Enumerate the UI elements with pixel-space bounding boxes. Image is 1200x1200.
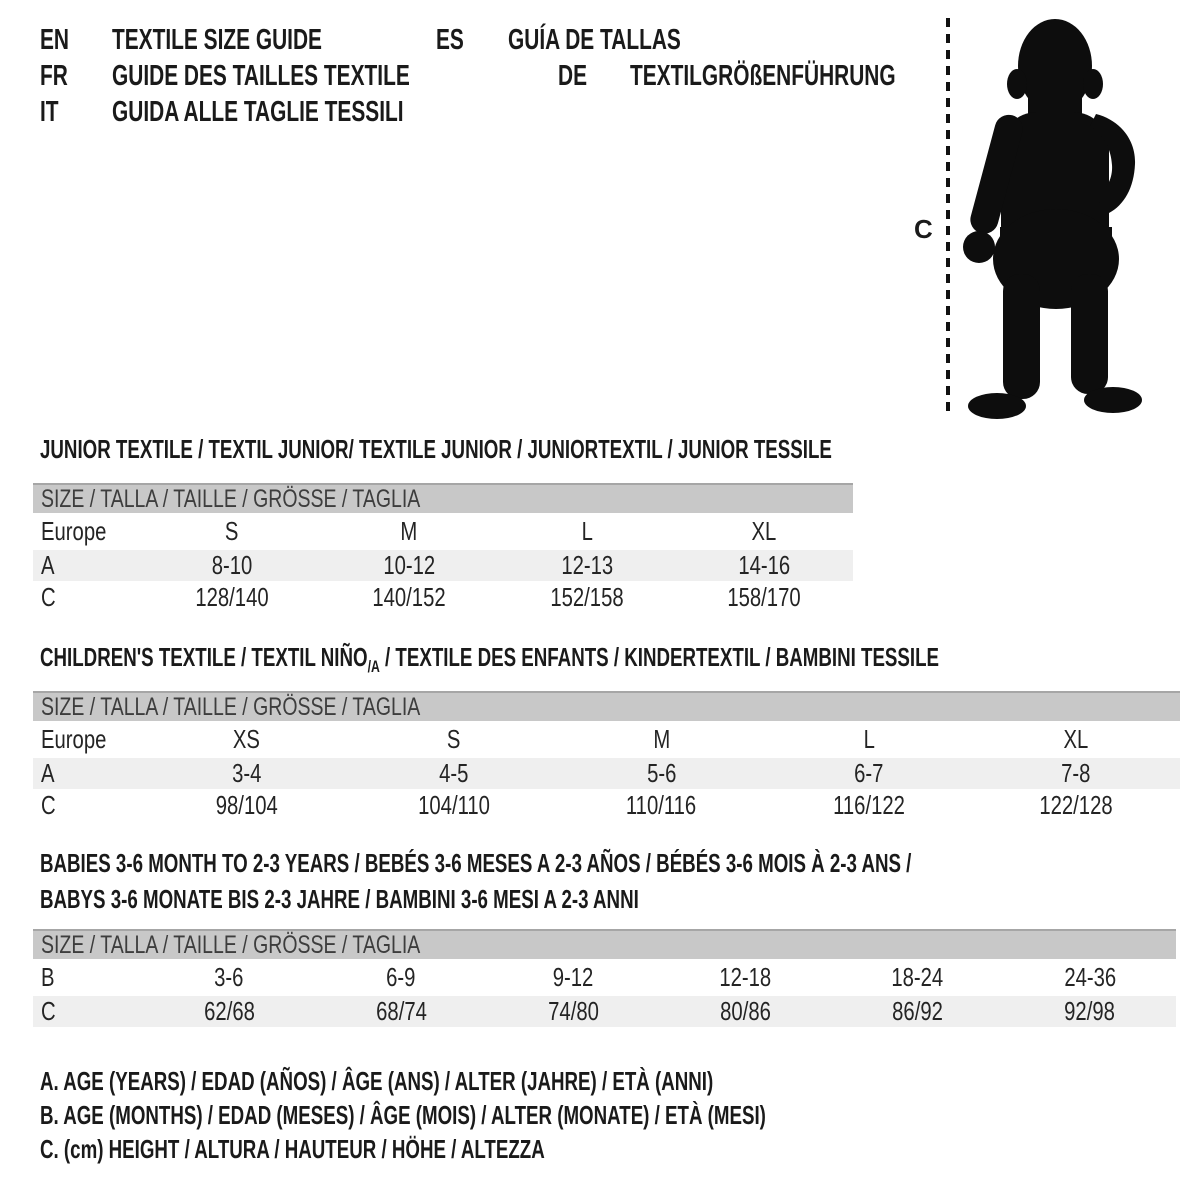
table-cell: XL [751,516,777,546]
language-code: ES [436,24,464,56]
language-row-en [40,24,322,60]
table-cell: 6-9 [386,962,416,992]
guide-title-de: TEXTILGRÖßENFÜHRUNG [630,60,896,92]
language-code: IT [40,96,59,128]
table-cell: S [224,516,239,546]
table-cell: 86/92 [892,996,944,1026]
row-label: B [41,962,55,992]
table-cell: 12-13 [560,550,613,580]
table-cell: 122/128 [1039,790,1113,820]
table-cell: 116/122 [832,790,905,820]
table-cell: S [447,724,461,754]
guide-title-it: GUIDA ALLE TAGLIE TESSILI [112,96,404,128]
height-measure-figure [900,12,1180,424]
babies-section-title: BABIES 3-6 MONTH TO 2-3 YEARS / BEBÉS 3-6 MESES A 2-3 AÑOS / BÉBÉS 3-6 MOIS À 2-3 ANS / BABYS 3-6 MONATE BIS 2-3 JAHRE / BAMBINI 3-6 MESI A 2-3 ANNI [40,848,912,914]
size-header-bar: SIZE / TALLA / TAILLE / GRÖSSE / TAGLIA [33,691,1180,721]
table-cell: XL [1063,724,1089,754]
junior-size-table [33,483,853,614]
measure-label-c: C [914,214,933,244]
table-cell: 92/98 [1064,996,1116,1026]
baby-silhouette-icon [900,12,1180,424]
table-cell: L [863,724,875,754]
table-cell: 6-7 [854,758,884,788]
table-cell: M [653,724,670,754]
guide-title-fr: GUIDE DES TAILLES TEXTILE [112,60,410,92]
table-cell: 5-6 [646,758,677,788]
footnote-c: C. (cm) HEIGHT / ALTURA / HAUTEUR / HÖHE / ALTEZZA [40,1134,545,1164]
row-label: C [41,582,56,612]
table-cell: 3-4 [232,758,262,788]
footnote-a: A. AGE (YEARS) / EDAD (AÑOS) / ÂGE (ANS) / ALTER (JAHRE) / ETÀ (ANNI) [40,1066,714,1096]
children-section-title: CHILDREN'S TEXTILE / TEXTIL $NIÑO_{/A}$ / TEXTILE DES ENFANTS / KINDERTEXTIL / BAMBINI TESSILE [40,642,940,676]
table-cell: 3-6 [214,962,244,992]
table-cell: 110/116 [626,790,697,820]
size-header-bar: SIZE / TALLA / TAILLE / GRÖSSE / TAGLIA [33,483,853,513]
table-cell: 128/140 [195,582,269,612]
language-code: DE [558,60,588,92]
table-cell: 68/74 [375,996,427,1026]
row-label: A [41,758,55,788]
table-cell: 152/158 [550,582,624,612]
footnote-b: B. AGE (MONTHS) / EDAD (MESES) / ÂGE (MOIS) / ALTER (MONATE) / ETÀ (MESI) [40,1100,766,1130]
children-size-table [33,691,1180,822]
table-cell: 140/152 [372,582,446,612]
guide-title-es: GUÍA DE TALLAS [508,24,681,56]
junior-section-title: JUNIOR TEXTILE / TEXTIL JUNIOR/ TEXTILE JUNIOR / JUNIORTEXTIL / JUNIOR TESSILE [40,434,832,464]
size-header-bar: SIZE / TALLA / TAILLE / GRÖSSE / TAGLIA [33,929,1176,959]
table-cell: 74/80 [548,996,599,1026]
table-cell: 18-24 [891,962,944,992]
table-cell: 80/86 [720,996,771,1026]
babies-size-table [33,929,1176,1027]
language-code: EN [40,24,70,56]
guide-title-en: TEXTILE SIZE GUIDE [112,24,322,56]
table-cell: 9-12 [553,962,594,992]
table-cell: L [581,516,593,546]
table-cell: 4-5 [439,758,469,788]
row-label: Europe [41,724,107,754]
footnotes [40,1066,1048,1168]
table-cell: 14-16 [738,550,791,580]
table-row [33,959,1176,996]
language-row-it [40,96,404,132]
row-label: C [41,790,56,820]
table-cell: 10-12 [383,550,436,580]
table-cell: 8-10 [211,550,253,580]
table-cell: M [400,516,418,546]
language-row-de [558,60,896,96]
row-label: C [41,996,56,1026]
table-row [33,721,1180,758]
table-cell: 62/68 [203,996,255,1026]
table-row [33,550,853,581]
table-cell: 7-8 [1061,758,1091,788]
table-row [33,513,853,550]
row-label: A [41,550,55,580]
table-cell: XS [233,724,261,754]
table-row [33,758,1180,789]
table-row [33,789,1180,822]
table-cell: 24-36 [1063,962,1116,992]
row-label: Europe [41,516,107,546]
baby-silhouette-shape [963,19,1142,419]
language-row-fr [40,60,410,96]
table-cell: 98/104 [215,790,278,820]
table-row [33,996,1176,1027]
language-code: FR [40,60,68,92]
nino-a-subscript: /A [367,657,380,676]
language-row-es [436,24,681,60]
table-cell: 104/110 [418,790,490,820]
table-row [33,581,853,614]
table-cell: 12-18 [719,962,772,992]
table-cell: 158/170 [727,582,801,612]
